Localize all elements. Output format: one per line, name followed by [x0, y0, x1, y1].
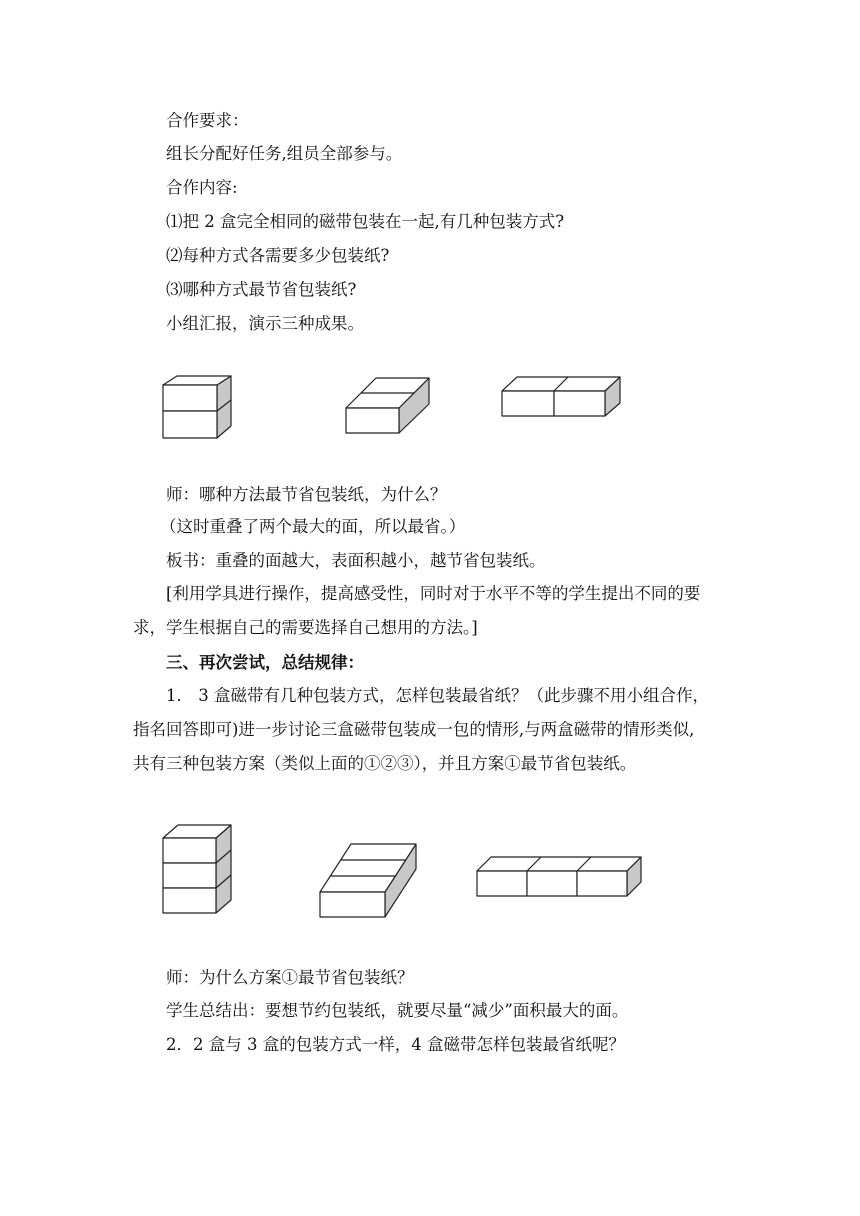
three-box-depth-figure [320, 842, 420, 920]
board-note: 板书：重叠的面越大，表面积越小，越节省包装纸。 [166, 551, 546, 570]
cooperation-requirement-heading: 合作要求： [166, 111, 249, 130]
group-report: 小组汇报，演示三种成果。 [166, 314, 364, 333]
cooperation-content-heading: 合作内容: [166, 178, 238, 197]
cooperation-requirement-text: 组长分配好任务,组员全部参与。 [166, 144, 403, 163]
task-1-line-1: 1． 3 盒磁带有几种包装方式，怎样包装最省纸？（此步骤不用小组合作， [166, 686, 709, 705]
question-1: ⑴把 2 盒完全相同的磁带包装在一起,有几种包装方式? [166, 212, 565, 231]
section-heading: 三、再次尝试，总结规律： [166, 653, 364, 672]
three-box-side-figure [477, 855, 645, 899]
task-2: 2．2 盒与 3 盒的包装方式一样，4 盒磁带怎样包装最省纸呢？ [166, 1035, 625, 1054]
teacher-question-2: 师：为什么方案①最节省包装纸？ [166, 968, 414, 987]
teacher-question-1: 师：哪种方法最节省包装纸，为什么？ [166, 485, 447, 504]
design-note-line-2: 求，学生根据自己的需要选择自己想用的方法。] [133, 618, 478, 637]
two-box-depth-figure [346, 376, 436, 436]
two-box-stacked-figure [163, 376, 235, 440]
task-1-line-2: 指名回答即可)进一步讨论三盒磁带包装成一包的情形,与两盒磁带的情形类似, [133, 720, 695, 739]
explanation-text: （这时重叠了两个最大的面，所以最省。） [160, 517, 466, 536]
question-3: ⑶哪种方式最节省包装纸? [166, 280, 357, 299]
three-box-stacked-figure [163, 824, 235, 916]
two-box-side-figure [502, 376, 624, 420]
student-summary: 学生总结出：要想节约包装纸，就要尽量“减少”面积最大的面。 [166, 1001, 629, 1020]
task-1-line-3: 共有三种包装方案（类似上面的①②③），并且方案①最节省包装纸。 [133, 754, 637, 773]
design-note-line-1: [利用学具进行操作，提高感受性，同时对于水平不等的学生提出不同的要 [166, 584, 701, 603]
question-2: ⑵每种方式各需要多少包装纸? [166, 246, 390, 265]
